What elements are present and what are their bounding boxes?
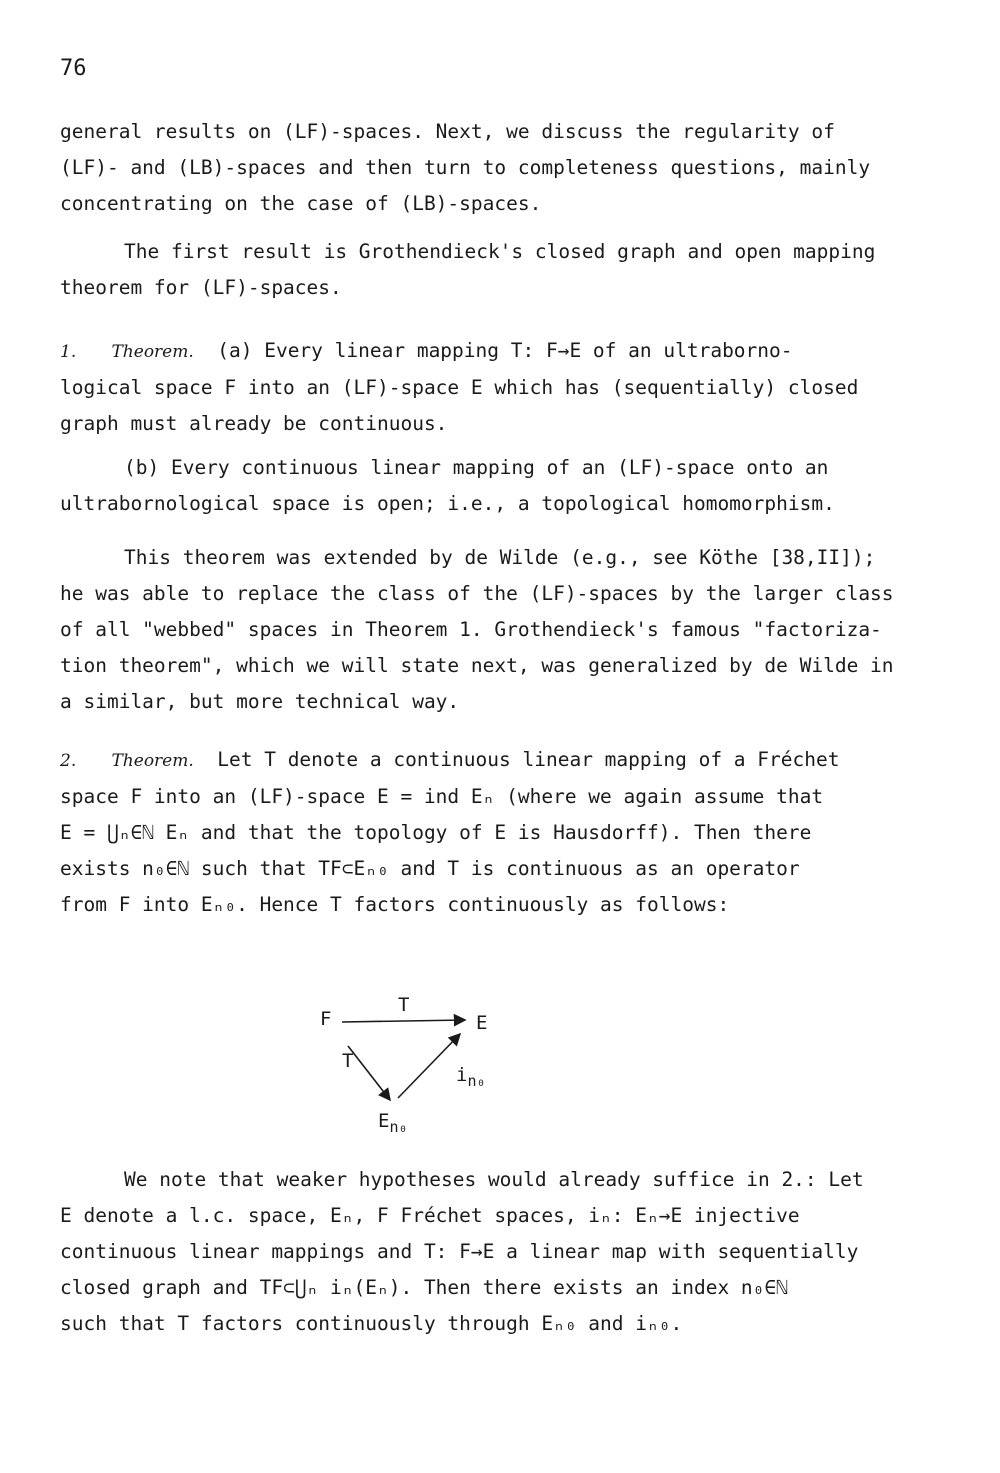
text-line: graph must already be continuous. xyxy=(60,412,448,435)
text-line: space F into an (LF)-space E = ind Eₙ (where we again assume that xyxy=(60,785,824,808)
theorem-2-number: 2. xyxy=(60,751,77,771)
diagram-label-t-top: T xyxy=(398,994,410,1016)
diagram-label-t-left: T xyxy=(342,1050,354,1072)
text-line: (LF)- and (LB)-spaces and then turn to completeness questions, mainly xyxy=(60,156,871,179)
diagram-label-en-sub: n₀ xyxy=(389,1117,408,1136)
text-line: concentrating on the case of (LB)-spaces. xyxy=(60,192,542,215)
diagram-label-i-main: i xyxy=(456,1064,468,1086)
diagram-label-i-sub: n₀ xyxy=(467,1071,486,1090)
text-line xyxy=(60,333,860,370)
diagram-label-f: F xyxy=(320,1008,332,1030)
text-line: from F into Eₙ₀. Hence T factors continuously as follows: xyxy=(60,893,730,916)
diagram-label-en-main: E xyxy=(378,1110,390,1132)
page-number: 76 xyxy=(60,56,87,81)
text-line: he was able to replace the class of the (LF)-spaces by the larger class xyxy=(60,582,894,605)
text-line: tion theorem", which we will state next, was generalized by de Wilde in xyxy=(60,654,894,677)
text-line: We note that weaker hypotheses would already suffice in 2.: Let xyxy=(124,1168,864,1191)
theorem-1-number: 1. xyxy=(60,342,77,362)
text-line: such that T factors continuously through Eₙ₀ and iₙ₀. xyxy=(60,1312,683,1335)
text-line: continuous linear mappings and T: F→E a linear map with sequentially xyxy=(60,1240,859,1263)
arrow-f-to-en xyxy=(348,1046,390,1100)
theorem-1-part-a xyxy=(60,333,860,442)
text-line: exists n₀∈ℕ such that TF⊂Eₙ₀ and T is continuous as an operator xyxy=(60,857,800,880)
intro-paragraph xyxy=(60,114,871,222)
theorem-2-label: Theorem. xyxy=(111,751,194,771)
theorem-1-label: Theorem. xyxy=(111,342,194,362)
text-line: ultrabornological space is open; i.e., a topological homomorphism. xyxy=(60,492,835,515)
arrow-en-to-e xyxy=(398,1034,460,1098)
text-line: E denote a l.c. space, Eₙ, F Fréchet spaces, iₙ: Eₙ→E injective xyxy=(60,1204,800,1227)
diagram-label-e: E xyxy=(476,1012,488,1034)
theorem-2-line-1: Let T denote a continuous linear mapping of a Fréchet xyxy=(217,748,840,771)
text-line: closed graph and TF⊂⋃ₙ iₙ(Eₙ). Then there exists an index n₀∈ℕ xyxy=(60,1276,788,1299)
text-line: general results on (LF)-spaces. Next, we discuss the regularity of xyxy=(60,120,835,143)
theorem-1-a-line-1: (a) Every linear mapping T: F→E of an ultraborno- xyxy=(217,339,793,362)
text-line: The first result is Grothendieck's closed graph and open mapping xyxy=(124,240,876,263)
text-line: a similar, but more technical way. xyxy=(60,690,460,713)
arrow-f-to-e xyxy=(342,1020,465,1022)
diagram-label-en xyxy=(378,1110,408,1136)
text-line: (b) Every continuous linear mapping of an (LF)-space onto an xyxy=(124,456,829,479)
text-line: This theorem was extended by de Wilde (e.g., see Köthe [38,II]); xyxy=(124,546,876,569)
factorization-diagram xyxy=(310,990,510,1150)
dewilde-paragraph xyxy=(60,540,894,720)
text-line: logical space F into an (LF)-space E which has (sequentially) closed xyxy=(60,376,859,399)
theorem-2 xyxy=(60,742,860,923)
text-line: theorem for (LF)-spaces. xyxy=(60,276,342,299)
note-paragraph xyxy=(60,1162,864,1342)
first-result-paragraph xyxy=(60,234,876,306)
text-line xyxy=(60,742,860,779)
diagram-label-i xyxy=(456,1064,486,1090)
theorem-1-part-b xyxy=(60,450,860,522)
text-line: E = ⋃ₙ∈ℕ Eₙ and that the topology of E is Hausdorff). Then there xyxy=(60,821,812,844)
text-line: of all "webbed" spaces in Theorem 1. Grothendieck's famous "factoriza- xyxy=(60,618,882,641)
